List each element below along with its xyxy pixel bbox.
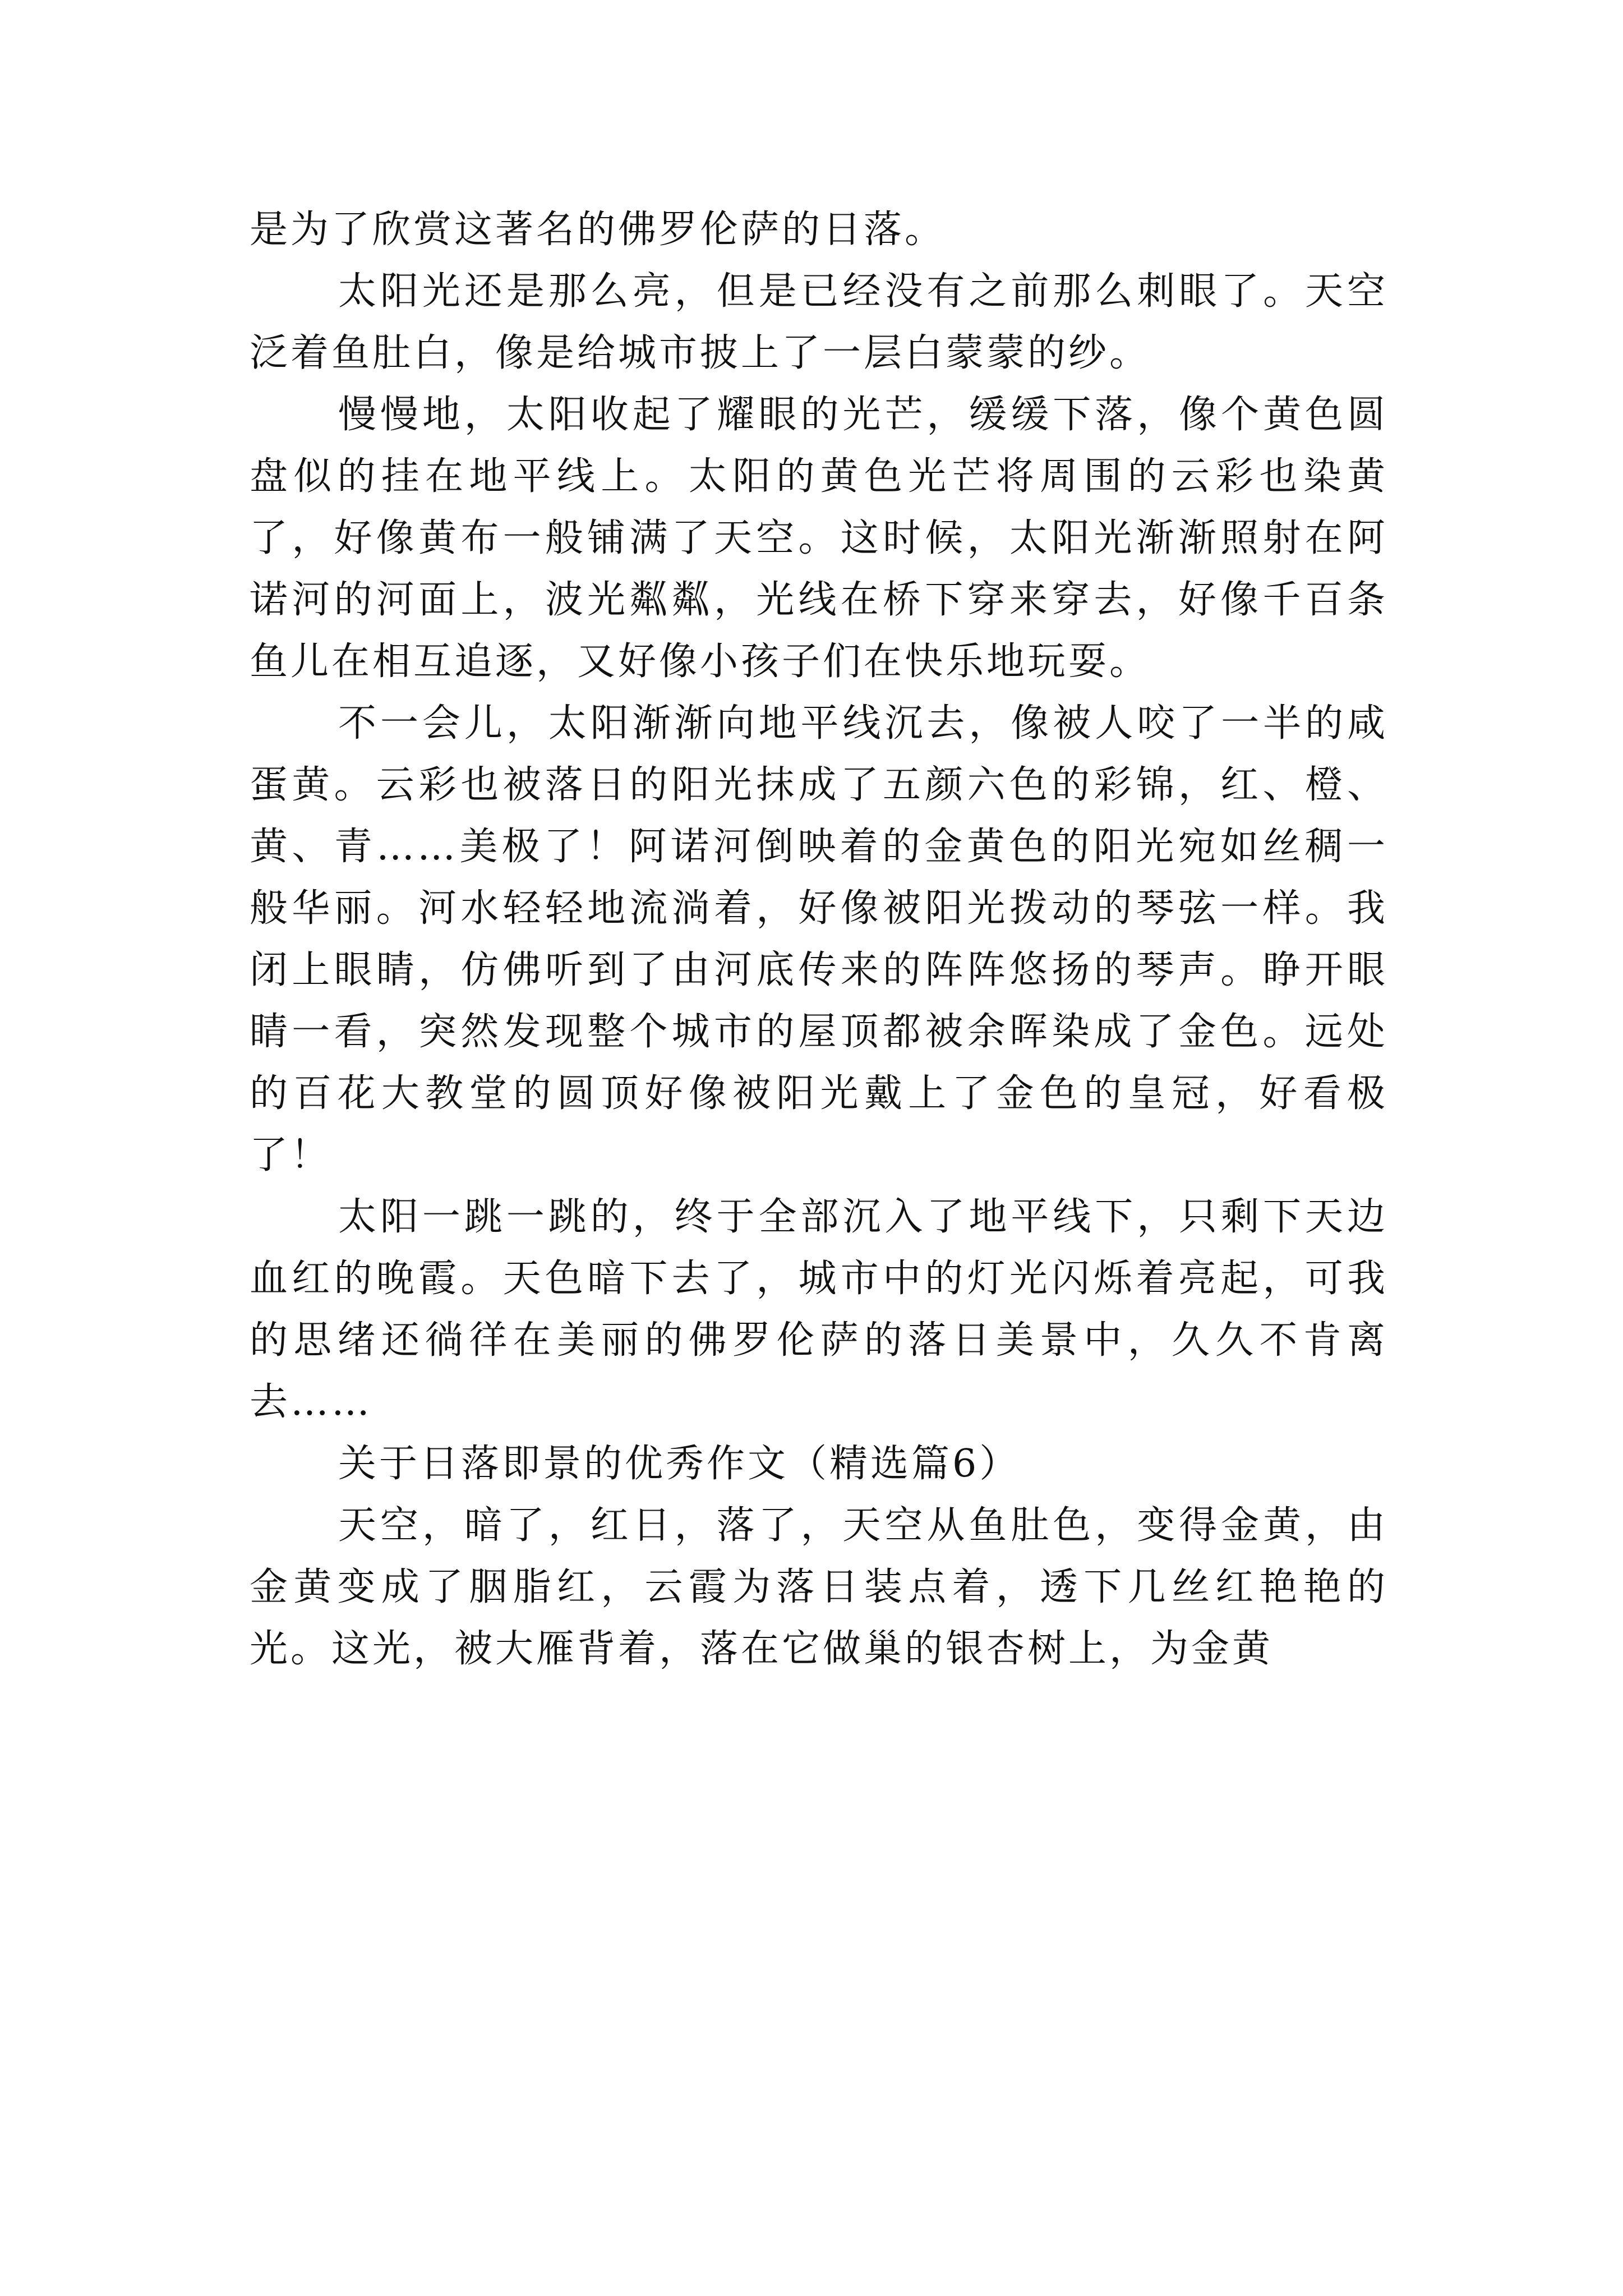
- paragraph-sunset-colors: 不一会儿，太阳渐渐向地平线沉去，像被人咬了一半的咸蛋黄。云彩也被落日的阳光抹成了五颜六色的彩锦，红、橙、黄、青……美极了！阿诺河倒映着的金黄色的阳光宛如丝稠一般华丽。河水轻轻地流淌着，好像被阳光拨动的琴弦一样。我闭上眼睛，仿佛听到了由河底传来的阵阵悠扬的琴声。睁开眼睛一看，突然发现整个城市的屋顶都被余晖染成了金色。远处的百花大教堂的圆顶好像被阳光戴上了金色的皇冠，好看极了！: [250, 701, 1388, 1177]
- paragraph-sky-darkens: 天空，暗了，红日，落了，天空从鱼肚色，变得金黄，由金黄变成了胭脂红，云霞为落日装点着，透下几丝红艳艳的光。这光，被大雁背着，落在它做巢的银杏树上，为金黄: [250, 1503, 1388, 1671]
- paragraph-sun-gone: 太阳一跳一跳的，终于全部沉入了地平线下，只剩下天边血红的晚霞。天色暗下去了，城市中的灯光闪烁着亮起，可我的思绪还徜徉在美丽的佛罗伦萨的落日美景中，久久不肯离去……: [250, 1195, 1388, 1424]
- essay-body: [250, 199, 1388, 1680]
- paragraph-sunlight: 太阳光还是那么亮，但是已经没有之前那么刺眼了。天空泛着鱼肚白，像是给城市披上了一层白蒙蒙的纱。: [250, 269, 1388, 375]
- paragraph-sun-descending: 慢慢地，太阳收起了耀眼的光芒，缓缓下落，像个黄色圆盘似的挂在地平线上。太阳的黄色光芒将周围的云彩也染黄了，好像黄布一般铺满了天空。这时候，太阳光渐渐照射在阿诺河的河面上，波光粼粼，光线在桥下穿来穿去，好像千百条鱼儿在相互追逐，又好像小孩子们在快乐地玩耍。: [250, 393, 1388, 684]
- essay-section-title: 关于日落即景的优秀作文（精选篇6）: [338, 1442, 1021, 1486]
- paragraph-continued: 是为了欣赏这著名的佛罗伦萨的日落。: [250, 208, 946, 252]
